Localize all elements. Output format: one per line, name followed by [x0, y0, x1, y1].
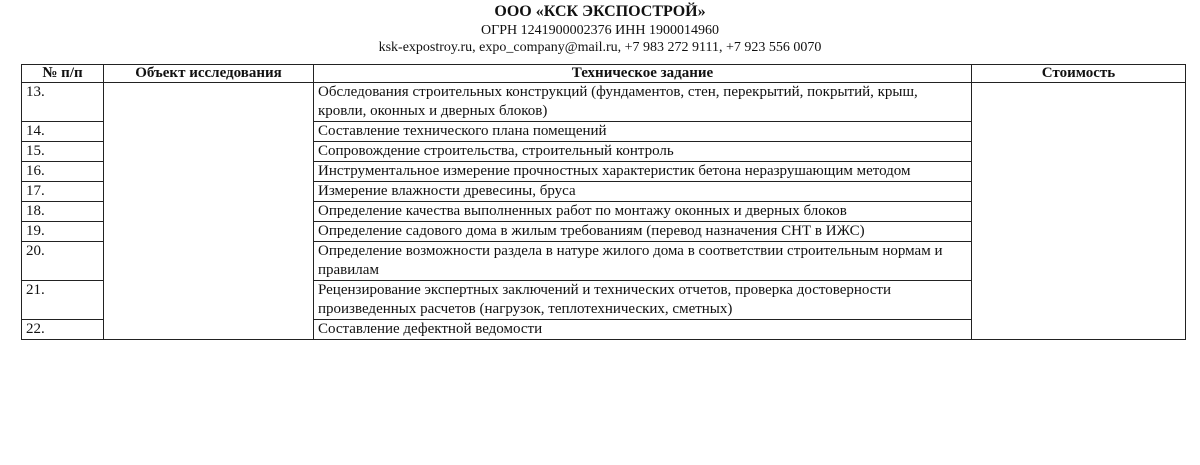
- task-cell: Определение качества выполненных работ по монтажу оконных и дверных блоков: [314, 202, 972, 222]
- table-row: [22, 242, 1186, 281]
- object-cell: [104, 122, 314, 142]
- table-row: [22, 83, 1186, 122]
- table-header-row: [22, 65, 1186, 83]
- task-cell: Рецензирование экспертных заключений и технических отчетов, проверка достоверности произведенных расчетов (нагрузок, теплотехнических, сметных): [314, 281, 972, 320]
- cost-cell: [972, 83, 1186, 122]
- table-row: [22, 162, 1186, 182]
- task-cell: Сопровождение строительства, строительный контроль: [314, 142, 972, 162]
- task-cell: Обследования строительных конструкций (фундаментов, стен, перекрытий, покрытий, крыш, кровли, оконных и дверных блоков): [314, 83, 972, 122]
- column-header-object: Объект исследования: [104, 65, 314, 83]
- row-number: 21.: [22, 281, 104, 320]
- table-row: [22, 320, 1186, 340]
- contact-line: ksk-expostroy.ru, expo_company@mail.ru, +7 983 272 9111, +7 923 556 0070: [378, 40, 822, 55]
- table-row: [22, 202, 1186, 222]
- task-cell: Определение садового дома в жилым требованиям (перевод назначения СНТ в ИЖС): [314, 222, 972, 242]
- table-row: [22, 182, 1186, 202]
- row-number: 20.: [22, 242, 104, 281]
- row-number: 13.: [22, 83, 104, 122]
- cost-cell: [972, 202, 1186, 222]
- object-cell: [104, 83, 314, 122]
- cost-cell: [972, 222, 1186, 242]
- company-name: ООО «КСК ЭКСПОСТРОЙ»: [494, 3, 706, 20]
- column-header-number: № п/п: [22, 65, 104, 83]
- registration-numbers: ОГРН 1241900002376 ИНН 1900014960: [481, 23, 719, 38]
- cost-cell: [972, 142, 1186, 162]
- task-cell: Составление дефектной ведомости: [314, 320, 972, 340]
- row-number: 16.: [22, 162, 104, 182]
- column-header-cost: Стоимость: [972, 65, 1186, 83]
- letterhead: [0, 0, 1200, 56]
- table-row: [22, 281, 1186, 320]
- table-row: [22, 222, 1186, 242]
- services-table: [21, 64, 1186, 340]
- row-number: 22.: [22, 320, 104, 340]
- table-row: [22, 122, 1186, 142]
- object-cell: [104, 222, 314, 242]
- row-number: 14.: [22, 122, 104, 142]
- task-cell: Определение возможности раздела в натуре жилого дома в соответствии строительным нормам и правилам: [314, 242, 972, 281]
- row-number: 19.: [22, 222, 104, 242]
- task-cell: Инструментальное измерение прочностных характеристик бетона неразрушающим методом: [314, 162, 972, 182]
- cost-cell: [972, 162, 1186, 182]
- task-cell: Составление технического плана помещений: [314, 122, 972, 142]
- table-row: [22, 142, 1186, 162]
- cost-cell: [972, 281, 1186, 320]
- row-number: 17.: [22, 182, 104, 202]
- cost-cell: [972, 182, 1186, 202]
- object-cell: [104, 202, 314, 222]
- row-number: 15.: [22, 142, 104, 162]
- cost-cell: [972, 320, 1186, 340]
- object-cell: [104, 142, 314, 162]
- object-cell: [104, 242, 314, 281]
- object-cell: [104, 162, 314, 182]
- cost-cell: [972, 242, 1186, 281]
- task-cell: Измерение влажности древесины, бруса: [314, 182, 972, 202]
- row-number: 18.: [22, 202, 104, 222]
- object-cell: [104, 281, 314, 320]
- object-cell: [104, 320, 314, 340]
- cost-cell: [972, 122, 1186, 142]
- object-cell: [104, 182, 314, 202]
- column-header-task: Техническое задание: [314, 65, 972, 83]
